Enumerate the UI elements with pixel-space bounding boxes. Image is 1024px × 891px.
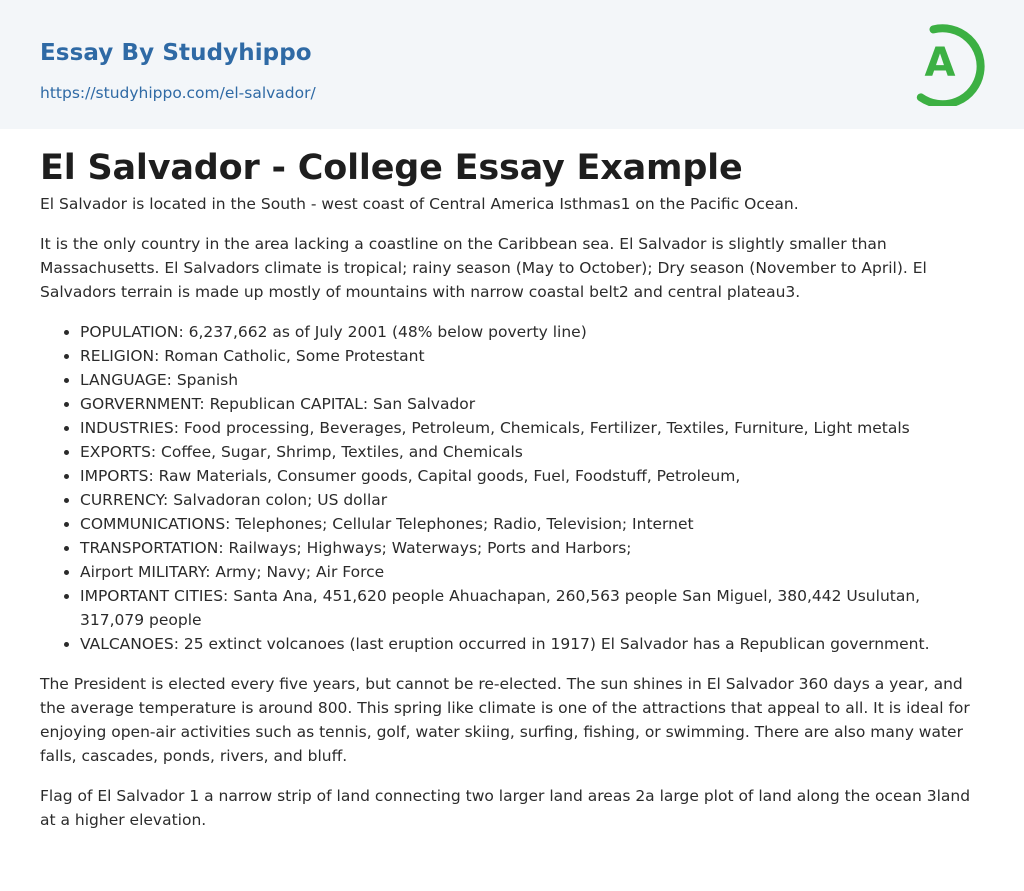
fact-item: • POPULATION: 6,237,662 as of July 2001 (48% below poverty line) xyxy=(80,320,984,344)
fact-item: • Airport MILITARY: Army; Navy; Air Force xyxy=(80,560,984,584)
fact-item: • TRANSPORTATION: Railways; Highways; Waterways; Ports and Harbors; xyxy=(80,536,984,560)
source-url-link[interactable]: https://studyhippo.com/el-salvador/ xyxy=(40,84,316,102)
logo-letter: A xyxy=(924,40,956,86)
fact-item: • GORVERNMENT: Republican CAPITAL: San Salvador xyxy=(80,392,984,416)
facts-list xyxy=(40,320,984,656)
fact-item: • CURRENCY: Salvadoran colon; US dollar xyxy=(80,488,984,512)
studyhippo-logo-icon[interactable] xyxy=(910,18,990,106)
fact-item: • INDUSTRIES: Food processing, Beverages, Petroleum, Chemicals, Fertilizer, Textiles, Furniture, Light metals xyxy=(80,416,984,440)
climate-paragraph: The President is elected every five years, but cannot be re-elected. The sun shines in El Salvador 360 days a year, and the average temperature is around 800. This spring like climate is one of the attractions that appeal to all. It is ideal for enjoying open-air activities such as tennis, golf, water skiing, surfing, fishing, or swimming. There are also many water falls, cascades, ponds, rivers, and bluff. xyxy=(40,675,970,765)
fact-item: • RELIGION: Roman Catholic, Some Protestant xyxy=(80,344,984,368)
footnotes-paragraph: Flag of El Salvador 1 a narrow strip of land connecting two larger land areas 2a large plot of land along the ocean 3land at a higher elevation. xyxy=(40,787,971,829)
brand-title[interactable]: Essay By Studyhippo xyxy=(40,40,312,66)
intro-paragraph: El Salvador is located in the South - west coast of Central America Isthmas1 on the Pacific Ocean. xyxy=(40,195,799,213)
fact-item: • COMMUNICATIONS: Telephones; Cellular Telephones; Radio, Television; Internet xyxy=(80,512,984,536)
geography-paragraph: It is the only country in the area lacking a coastline on the Caribbean sea. El Salvador is slightly smaller than Massachusetts. El Salvadors climate is tropical; rainy season (May to October); Dry season (November to April). El Salvadors terrain is made up mostly of mountains with narrow coastal belt2 and central plateau3. xyxy=(40,235,927,301)
fact-item: • LANGUAGE: Spanish xyxy=(80,368,984,392)
article-body xyxy=(0,129,1024,832)
fact-item: • IMPORTANT CITIES: Santa Ana, 451,620 people Ahuachapan, 260,563 people San Miguel, 380,442 Usulutan, 317,079 people xyxy=(80,584,984,632)
fact-item: • VALCANOES: 25 extinct volcanoes (last eruption occurred in 1917) El Salvador has a Republican government. xyxy=(80,632,984,656)
site-header xyxy=(0,0,1024,129)
fact-item: • EXPORTS: Coffee, Sugar, Shrimp, Textiles, and Chemicals xyxy=(80,440,984,464)
page-title: El Salvador - College Essay Example xyxy=(40,148,743,188)
fact-item: • IMPORTS: Raw Materials, Consumer goods, Capital goods, Fuel, Foodstuff, Petroleum, xyxy=(80,464,984,488)
